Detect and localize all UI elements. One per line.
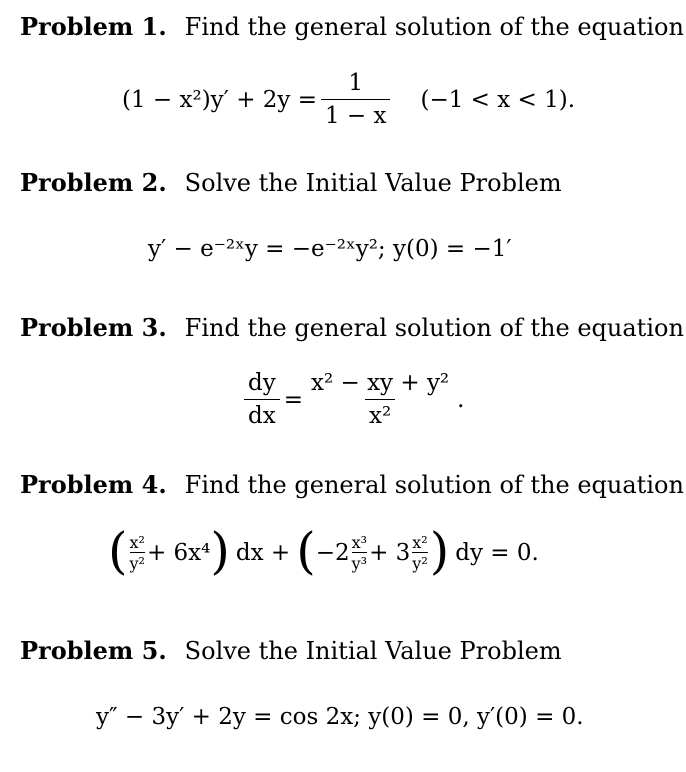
- problem-1-lhs: (1 − x²)y′ + 2y =: [122, 86, 317, 113]
- problem-3-equals: =: [283, 386, 303, 413]
- problem-3-period: .: [457, 386, 465, 413]
- problem-3-left-numerator: dy: [248, 370, 276, 396]
- problem-4-equation: ( x² y² + 6x⁴ ) dx + ( −2 x³ y³ + 3 x² y² ) dy = 0.: [108, 522, 539, 580]
- problem-2-heading: [20, 168, 562, 197]
- problem-4-frac-1: x² y²: [129, 533, 145, 573]
- problem-3-right-numerator: x² − xy + y²: [311, 370, 450, 396]
- problem-3-right-denominator: x²: [365, 399, 395, 429]
- problem-1-heading: [20, 12, 684, 41]
- problem-2-label: Problem 2.: [20, 168, 167, 197]
- problem-1-denominator: 1 − x: [321, 99, 391, 129]
- problem-1-numerator: 1: [348, 70, 364, 96]
- problem-3-left-fraction: [244, 370, 280, 429]
- problem-1-fraction: [321, 70, 391, 129]
- problem-5-text: y″ − 3y′ + 2y = cos 2x; y(0) = 0, y′(0) = 0.: [96, 704, 584, 730]
- problem-3-heading: [20, 313, 684, 342]
- problem-1-instruction: Find the general solution of the equation: [184, 13, 684, 41]
- problem-4-frac-2: x³ y³: [351, 533, 368, 573]
- problem-5-label: Problem 5.: [20, 636, 167, 665]
- problem-4-instruction: Find the general solution of the equation: [184, 471, 684, 499]
- problem-3-equation: [240, 370, 464, 429]
- problem-1-label: Problem 1.: [20, 12, 167, 41]
- problem-4-heading: [20, 470, 684, 499]
- problem-3-right-fraction: [307, 370, 453, 429]
- problem-4-label: Problem 4.: [20, 470, 167, 499]
- problem-5-instruction: Solve the Initial Value Problem: [184, 637, 562, 665]
- problem-2-instruction: Solve the Initial Value Problem: [184, 169, 562, 197]
- problem-3-left-denominator: dx: [244, 399, 280, 429]
- problem-2-equation: [148, 236, 512, 262]
- problem-1-equation: [122, 70, 575, 129]
- problem-5-heading: [20, 636, 562, 665]
- problem-5-equation: [96, 704, 584, 730]
- problem-4-frac-3: x² y²: [412, 533, 428, 573]
- problem-1-condition: (−1 < x < 1).: [420, 86, 576, 113]
- problem-3-label: Problem 3.: [20, 313, 167, 342]
- problem-2-text: y′ − e⁻²ˣy = −e⁻²ˣy²; y(0) = −1′: [148, 236, 512, 262]
- problem-3-instruction: Find the general solution of the equation: [184, 314, 684, 342]
